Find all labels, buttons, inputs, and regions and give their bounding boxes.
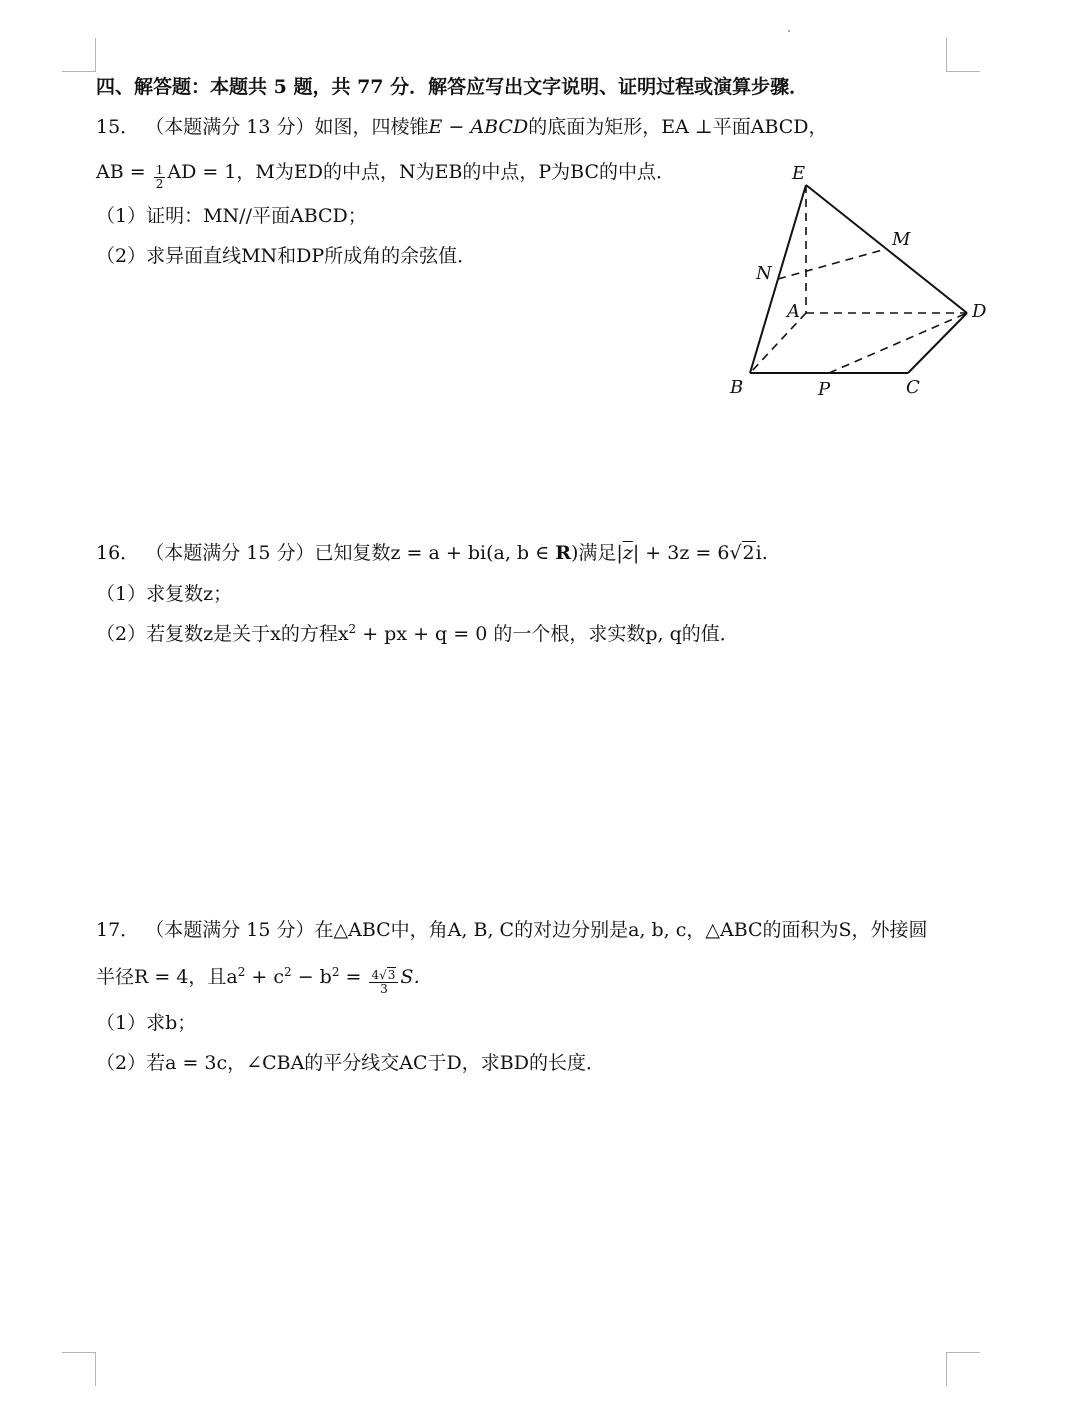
q17-number: 17． (96, 919, 140, 941)
segment-PD (829, 313, 967, 373)
label-M: M (892, 229, 911, 250)
q15-frac-num: 1 (155, 163, 164, 177)
q15-stem-text2: 的底面为矩形， (528, 116, 662, 138)
q16-number: 16． (96, 542, 140, 564)
q15-ab: AB = (96, 161, 146, 183)
section-header: 四、解答题：本题共 5 题，共 77 分．解答应写出文字说明、证明过程或演算步骤． (96, 76, 809, 98)
q15-perp: EA ⊥平面ABCD， (661, 116, 828, 138)
q17-exp-b: 2 (331, 965, 340, 979)
label-E: E (792, 163, 806, 184)
q17-exp-c: 2 (284, 965, 292, 979)
q17-frac-num-sqrt: 3 (387, 968, 396, 982)
q17-fraction (369, 969, 398, 996)
q17-part2: （2）若a = 3c，∠CBA的平分线交AC于D，求BD的长度． (96, 1052, 605, 1074)
q17-line2-c: − b (291, 966, 332, 988)
q17-condition (96, 963, 432, 996)
q16-part2-b: + px + q = 0 的一个根，求实数p, q的值． (356, 623, 739, 645)
q17-stem (96, 916, 928, 944)
q16-square: 2 (348, 622, 357, 636)
q17-exp-a: 2 (237, 965, 246, 979)
q17-line2-a: 半径R = 4，且a (96, 966, 238, 988)
q15-pyramid: E − ABCD (428, 116, 529, 138)
q16-stem-a: 已知复数z = a + bi(a, b ∈ (314, 542, 556, 564)
q16-stem-d: i. (755, 542, 768, 564)
q16-stem: 16． （本题满分 15 分）已知复数z = a + bi(a, b ∈ R)满足$|\overline{z}| + 3z = 6√2i$. (96, 542, 768, 564)
q17-frac-num-coef: 4 (371, 968, 380, 982)
q16-z-conjugate: $\overline{z}$ (622, 542, 633, 564)
q15-points: （本题满分 13 分） (145, 116, 315, 138)
crop-mark-top-left (62, 38, 96, 72)
label-B: B (730, 377, 744, 398)
label-P: P (818, 379, 831, 400)
q16-part2 (96, 620, 739, 648)
crop-mark-bottom-left (62, 1352, 96, 1386)
q17-frac-num: 4√3 (369, 969, 398, 983)
q16-part1: （1）求复数z； (96, 583, 233, 605)
stray-dot (788, 30, 790, 32)
q15-fraction (154, 164, 166, 191)
q15-cond: AD = 1，M为ED的中点，N为EB的中点，P为BC的中点． (167, 161, 676, 183)
crop-mark-bottom-right (946, 1352, 980, 1386)
crop-mark-top-right (946, 38, 980, 72)
edge-ED (806, 185, 967, 313)
q15-stem (96, 113, 828, 141)
label-D: D (972, 301, 987, 322)
q16-stem-b: )满足| (571, 542, 623, 564)
edge-CD (908, 313, 967, 373)
q17-line2-d: = (339, 966, 362, 988)
pyramid-figure (718, 155, 998, 405)
label-A: A (787, 301, 800, 322)
q16-sqrt2: 2 (742, 542, 755, 564)
q17-frac-den: 3 (380, 982, 388, 996)
q15-part1: （1）证明：MN//平面ABCD； (96, 205, 367, 227)
q17-line2-e: S． (400, 966, 433, 988)
q15-frac-den: 2 (155, 177, 164, 191)
q17-line2-b: + c (245, 966, 285, 988)
q16-points: （本题满分 15 分） (145, 542, 315, 564)
q16-part2-a: （2）若复数z是关于x的方程x (96, 623, 349, 645)
q15-number: 15． (96, 116, 140, 138)
q17-part1: （1）求b； (96, 1012, 197, 1034)
segment-NM (778, 249, 886, 279)
q15-stem-text: 如图，四棱锥 (314, 116, 429, 138)
label-C: C (906, 377, 920, 398)
q17-stem-text: 在△ABC中，角A, B, C的对边分别是a, b, c，△ABC的面积为S，外接圆 (314, 919, 928, 941)
q17-points: （本题满分 15 分） (145, 919, 315, 941)
q15-condition (96, 158, 675, 191)
q16-real-set: R (555, 542, 571, 564)
label-N: N (756, 263, 772, 284)
q15-part2: （2）求异面直线MN和DP所成角的余弦值． (96, 245, 477, 267)
q16-stem-c: | + 3z = 6 (632, 542, 730, 564)
